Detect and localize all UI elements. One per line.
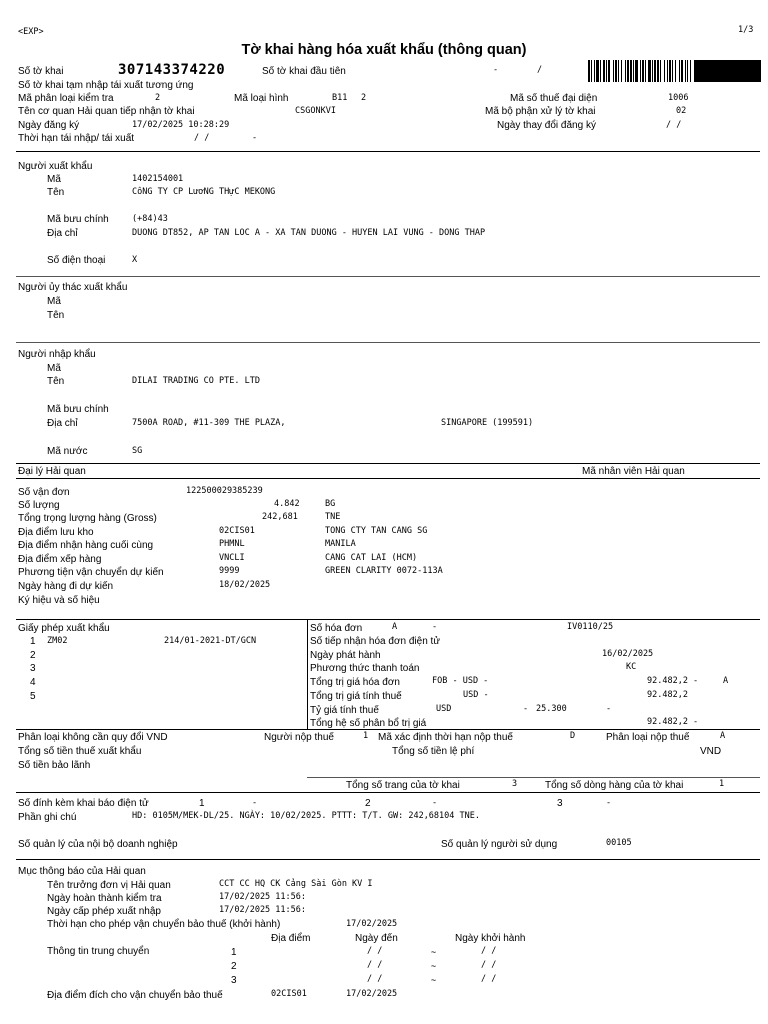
xep-hang-code: VNCLI — [219, 553, 245, 563]
dich-code: 02CIS01 — [271, 989, 307, 999]
phuong-tien-name: GREEN CLARITY 0072-113A — [325, 566, 443, 576]
xac-dinh-value: D — [570, 731, 576, 741]
exporter-buu-chinh-value: (+84)43 — [132, 214, 168, 224]
ngay-thay-doi-label: Ngày thay đổi đăng ký — [497, 120, 596, 131]
ngay-den-header: Ngày đến — [355, 933, 398, 944]
trong-luong-label: Tổng trọng lượng hàng (Gross) — [18, 513, 157, 524]
dinh-kem-label: Số đính kèm khai báo điện tử — [18, 798, 149, 809]
le-phi-currency: VND — [700, 746, 722, 757]
trung-chuyen-row-2-departure: / / — [481, 960, 497, 970]
giay-phep-row-1-number: 1 — [30, 636, 36, 647]
so-luong-value: 4.842 — [274, 499, 300, 509]
nguoi-nop-thue-value: 1 — [363, 731, 369, 741]
importer-ma-nuoc-value: SG — [132, 446, 143, 456]
ma-so-thue-label: Mã số thuế đại diện — [510, 93, 598, 104]
ngay-phat-hanh-label: Ngày phát hành — [310, 650, 381, 661]
xep-hang-name: CANG CAT LAI (HCM) — [325, 553, 418, 563]
cap-phep-value: 17/02/2025 11:56: — [219, 905, 306, 915]
trung-chuyen-row-2-arrival: / / — [367, 960, 383, 970]
phan-loai-nop-thue-label: Phân loại nộp thuế — [606, 732, 690, 743]
importer-section-label: Người nhập khẩu — [18, 349, 96, 360]
divider — [16, 276, 760, 277]
ghi-chu-value: HD: 0105M/MEK-DL/25. NGÀY: 10/02/2025. PTTT: T/T. GW: 242,68104 TNE. — [132, 811, 480, 821]
ma-so-thue-value: 1006 — [668, 93, 689, 103]
phan-loai-kiem-tra-label: Mã phân loại kiểm tra — [18, 93, 114, 104]
co-quan-value: CSGONKVI — [295, 106, 336, 116]
xep-hang-label: Địa điểm xếp hàng — [18, 554, 102, 565]
exporter-ma-label: Mã — [47, 174, 61, 185]
giay-phep-row-4-number: 4 — [30, 677, 36, 688]
consignor-ma-label: Mã — [47, 296, 61, 307]
ngay-di-value: 18/02/2025 — [219, 580, 271, 590]
dia-diem-header: Địa điểm — [271, 933, 311, 944]
importer-dia-chi-value: 7500A ROAD, #11-309 THE PLAZA, — [132, 418, 286, 428]
dinh-kem-3-dash: - — [606, 798, 612, 808]
so-to-khai-dau-tien-slash: / — [537, 65, 543, 75]
exporter-dia-chi-label: Địa chỉ — [47, 228, 78, 239]
tiep-nhan-label: Số tiếp nhận hóa đơn điện tử — [310, 636, 441, 647]
trung-chuyen-row-3-departure: / / — [481, 974, 497, 984]
page-number: 1/3 — [738, 25, 754, 35]
document-title: Tờ khai hàng hóa xuất khẩu (thông quan) — [241, 42, 527, 58]
van-don-label: Số vận đơn — [18, 487, 70, 498]
bo-phan-label: Mã bộ phận xử lý tờ khai — [485, 106, 596, 117]
column-divider — [307, 619, 308, 729]
giay-phep-row-3-number: 3 — [30, 663, 36, 674]
he-so-value: 92.482,2 - — [647, 717, 699, 727]
hoan-thanh-label: Ngày hoàn thành kiểm tra — [47, 893, 162, 904]
xac-dinh-label: Mã xác định thời hạn nộp thuế — [378, 732, 513, 743]
tong-trang-value: 3 — [512, 779, 518, 789]
so-hoa-don-type: A — [392, 622, 398, 632]
tien-thue-label: Tổng số tiền thuế xuất khẩu — [18, 746, 142, 757]
giay-phep-row-1-number-value: 214/01-2021-DT/GCN — [164, 636, 257, 646]
le-phi-label: Tổng số tiền lệ phí — [392, 746, 475, 757]
exporter-dien-thoai-label: Số điện thoại — [47, 255, 106, 266]
ma-loai-hinh-value: B11 — [332, 93, 348, 103]
thoi-han-label: Thời hạn tái nhập/ tái xuất — [18, 133, 135, 144]
exp-code: <EXP> — [18, 27, 44, 37]
so-luong-unit: BG — [325, 499, 336, 509]
ngay-dang-ky-label: Ngày đăng ký — [18, 120, 80, 131]
so-hoa-don-value: IV0110/25 — [567, 622, 614, 632]
trung-chuyen-row-3-arrival: / / — [367, 974, 383, 984]
trung-chuyen-row-1-departure: / / — [481, 946, 497, 956]
exporter-buu-chinh-label: Mã bưu chính — [47, 214, 109, 225]
exporter-ma-value: 1402154001 — [132, 174, 184, 184]
nhan-hang-code: PHMNL — [219, 539, 245, 549]
van-don-value: 122500029385239 — [186, 486, 263, 496]
dich-label: Địa điểm đích cho vận chuyển bảo thuế — [47, 990, 223, 1001]
thong-bao-label: Mục thông báo của Hải quan — [18, 866, 146, 877]
trung-chuyen-row-1-arrival: / / — [367, 946, 383, 956]
bao-lanh-label: Số tiền bảo lãnh — [18, 760, 91, 771]
giay-phep-row-1-code: ZM02 — [47, 636, 68, 646]
nhan-vien-label: Mã nhân viên Hải quan — [582, 466, 685, 477]
trung-chuyen-row-2: 2 — [231, 961, 237, 972]
tong-trang-label: Tổng số trang của tờ khai — [346, 780, 460, 791]
ty-gia-label: Tỷ giá tính thuế — [310, 705, 379, 716]
divider — [307, 777, 760, 778]
nhan-hang-label: Địa điểm nhận hàng cuối cùng — [18, 540, 154, 551]
dinh-kem-2-dash: - — [432, 798, 438, 808]
consignor-ten-label: Tên — [47, 310, 65, 321]
nguoi-nop-thue-label: Người nộp thuế — [264, 732, 334, 743]
tri-gia-thue-value: 92.482,2 — [647, 690, 688, 700]
thoi-han-value: / / — [194, 133, 210, 143]
ma-loai-hinh-value-2: 2 — [361, 93, 367, 103]
dinh-kem-3: 3 — [557, 798, 563, 809]
co-quan-label: Tên cơ quan Hải quan tiếp nhận tờ khai — [18, 106, 195, 117]
divider — [16, 478, 760, 479]
importer-ten-value: DILAI TRADING CO PTE. LTD — [132, 376, 260, 386]
trong-luong-value: 242,681 — [262, 512, 298, 522]
quan-ly-user-value: 00105 — [606, 838, 632, 848]
so-to-khai-value: 307143374220 — [118, 62, 226, 78]
thoi-han-dash: - — [252, 133, 258, 143]
ngay-thay-doi-value: / / — [666, 120, 682, 130]
trong-luong-unit: TNE — [325, 512, 341, 522]
truong-don-vi-label: Tên trưởng đơn vị Hải quan — [47, 880, 171, 891]
trung-chuyen-row-3-tilde: ~ — [431, 976, 437, 986]
importer-dia-chi-label: Địa chỉ — [47, 418, 78, 429]
ky-hieu-label: Ký hiệu và số hiệu — [18, 595, 100, 606]
giay-phep-row-5-number: 5 — [30, 691, 36, 702]
so-hoa-don-dash: - — [432, 622, 438, 632]
importer-ma-nuoc-label: Mã nước — [47, 446, 88, 457]
tong-dong-value: 1 — [719, 779, 725, 789]
hoan-thanh-value: 17/02/2025 11:56: — [219, 892, 306, 902]
divider — [16, 342, 760, 343]
nhan-hang-name: MANILA — [325, 539, 356, 549]
thoi-han-van-chuyen-label: Thời hạn cho phép vận chuyển bảo thuế (khởi hành) — [47, 919, 281, 930]
thoi-han-van-chuyen-value: 17/02/2025 — [346, 919, 398, 929]
luu-kho-code: 02CIS01 — [219, 526, 255, 536]
divider — [16, 619, 760, 620]
trung-chuyen-label: Thông tin trung chuyển — [47, 946, 150, 957]
ngay-phat-hanh-value: 16/02/2025 — [602, 649, 654, 659]
luu-kho-label: Địa điểm lưu kho — [18, 527, 94, 538]
trung-chuyen-row-2-tilde: ~ — [431, 962, 437, 972]
exporter-section-label: Người xuất khẩu — [18, 161, 93, 172]
so-to-khai-label: Số tờ khai — [18, 66, 64, 77]
dinh-kem-1: 1 — [199, 798, 205, 809]
bo-phan-value: 02 — [676, 106, 687, 116]
phan-loai-nop-thue-value: A — [720, 731, 726, 741]
tri-gia-hoa-don-terms: FOB - USD - — [432, 676, 489, 686]
consignor-section-label: Người ủy thác xuất khẩu — [18, 282, 128, 293]
ty-gia-dash-2: - — [606, 704, 612, 714]
tri-gia-hoa-don-label: Tổng trị giá hóa đơn — [310, 677, 400, 688]
ty-gia-currency: USD — [436, 704, 452, 714]
luu-kho-name: TONG CTY TAN CANG SG — [325, 526, 428, 536]
trung-chuyen-row-1-tilde: ~ — [431, 948, 437, 958]
divider — [16, 463, 760, 464]
so-luong-label: Số lượng — [18, 500, 60, 511]
ghi-chu-label: Phần ghi chú — [18, 812, 77, 823]
trung-chuyen-row-1: 1 — [231, 947, 237, 958]
ngay-khoi-hanh-header: Ngày khởi hành — [455, 933, 526, 944]
ty-gia-dash: - — [523, 704, 529, 714]
importer-buu-chinh-label: Mã bưu chính — [47, 404, 109, 415]
tri-gia-thue-currency: USD - — [463, 690, 489, 700]
divider — [16, 859, 760, 860]
divider — [16, 151, 760, 152]
so-to-khai-dau-tien-dash: - — [493, 65, 499, 75]
truong-don-vi-value: CCT CC HQ CK Cảng Sài Gòn KV I — [219, 879, 373, 889]
exporter-ten-label: Tên — [47, 187, 65, 198]
barcode — [588, 60, 761, 82]
ngay-di-label: Ngày hàng đi dự kiến — [18, 581, 114, 592]
phan-loai-vnd-label: Phân loại không cần quy đổi VND — [18, 732, 168, 743]
tri-gia-hoa-don-value: 92.482,2 - — [647, 676, 699, 686]
giay-phep-row-2-number: 2 — [30, 650, 36, 661]
divider — [16, 792, 760, 793]
importer-ten-label: Tên — [47, 376, 65, 387]
divider — [16, 729, 760, 730]
importer-ma-label: Mã — [47, 363, 61, 374]
phuong-tien-code: 9999 — [219, 566, 240, 576]
so-hoa-don-label: Số hóa đơn — [310, 623, 363, 634]
ty-gia-value: 25.300 — [536, 704, 567, 714]
trung-chuyen-row-3: 3 — [231, 975, 237, 986]
tong-dong-label: Tổng số dòng hàng của tờ khai — [545, 780, 684, 791]
tri-gia-thue-label: Tổng trị giá tính thuế — [310, 691, 402, 702]
thanh-toan-value: KC — [626, 662, 637, 672]
dinh-kem-2: 2 — [365, 798, 371, 809]
cap-phep-label: Ngày cấp phép xuất nhập — [47, 906, 161, 917]
dai-ly-label: Đại lý Hải quan — [18, 466, 86, 477]
phuong-tien-label: Phương tiện vận chuyển dự kiến — [18, 567, 164, 578]
he-so-label: Tổng hệ số phân bổ trị giá — [310, 718, 427, 729]
quan-ly-dn-label: Số quản lý của nội bộ doanh nghiệp — [18, 839, 178, 850]
tam-nhap-label: Số tờ khai tạm nhập tái xuất tương ứng — [18, 80, 194, 91]
exporter-dia-chi-value: DUONG DT852, AP TAN LOC A - XA TAN DUONG - HUYEN LAI VUNG - DONG THAP — [132, 228, 486, 238]
dinh-kem-1-dash: - — [252, 798, 258, 808]
quan-ly-user-label: Số quản lý người sử dụng — [441, 839, 558, 850]
so-to-khai-dau-tien-label: Số tờ khai đầu tiên — [262, 66, 346, 77]
importer-dia-chi-value-2: SINGAPORE (199591) — [441, 418, 534, 428]
exporter-ten-value: CôNG TY CP LươNG THựC MEKONG — [132, 187, 276, 197]
giay-phep-label: Giấy phép xuất khẩu — [18, 623, 110, 634]
ma-loai-hinh-label: Mã loại hình — [234, 93, 289, 104]
phan-loai-kiem-tra-value: 2 — [155, 93, 161, 103]
dich-date: 17/02/2025 — [346, 989, 398, 999]
exporter-dien-thoai-value: X — [132, 255, 138, 265]
tri-gia-hoa-don-flag: A — [723, 676, 729, 686]
thanh-toan-label: Phương thức thanh toán — [310, 663, 420, 674]
ngay-dang-ky-value: 17/02/2025 10:28:29 — [132, 120, 230, 130]
